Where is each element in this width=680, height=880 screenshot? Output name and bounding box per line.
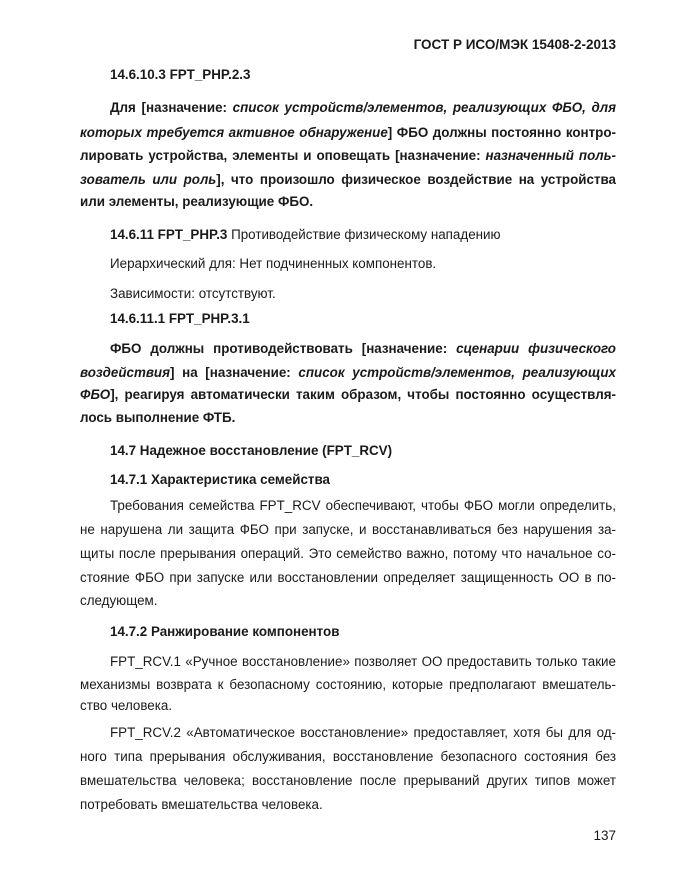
paragraph-line: которых требуется активное обнаружение] ФБО должны постоянно контро- xyxy=(80,125,616,140)
paragraph-line: следующем. xyxy=(80,593,158,608)
paragraph-line: воздействия] на [назначение: список устройств/элементов, реализующих xyxy=(80,365,616,380)
paragraph-line: Требования семейства FPT_RCV обеспечивают, чтобы ФБО могли определить, xyxy=(110,498,616,513)
paragraph-line: вмешательства человека; восстановление после прерываний других типов может xyxy=(80,773,616,788)
paragraph-line: не нарушена ли защита ФБО при запуске, и восстанавливаться без нарушения за- xyxy=(80,522,616,537)
section-heading-14-7: 14.7 Надежное восстановление (FPT_RCV) xyxy=(110,443,393,458)
paragraph-line: лировать устройства, элементы и оповещать [назначение: назначенный поль- xyxy=(80,148,616,163)
page-number: 137 xyxy=(593,828,616,843)
paragraph-line: зователь или роль], что произошло физическое воздействие на устройства xyxy=(80,172,616,187)
paragraph-line: механизмы возврата к безопасному состоянию, которые предполагают вмешатель- xyxy=(80,677,616,692)
paragraph-line: ФБО должны противодействовать [назначение: сценарии физического xyxy=(110,341,616,356)
section-heading-14-7-1: 14.7.1 Характеристика семейства xyxy=(110,472,330,487)
dependencies-line: Зависимости: отсутствуют. xyxy=(110,286,276,301)
paragraph-line: ного типа прерывания обслуживания, восстановление безопасного состояния без xyxy=(80,749,616,764)
paragraph-line: Для [назначение: список устройств/элементов, реализующих ФБО, для xyxy=(110,100,617,115)
paragraph-line: лось выполнение ФТБ. xyxy=(80,410,236,425)
paragraph-line: ФБО], реагируя автоматически таким образом, чтобы постоянно осуществля- xyxy=(80,387,616,402)
paragraph-line: или элементы, реализующие ФБО. xyxy=(80,194,314,209)
section-heading-14-6-11: 14.6.11 FPT_PHP.3 Противодействие физическому нападению xyxy=(110,227,501,242)
hierarchy-line: Иерархический для: Нет подчиненных компонентов. xyxy=(110,256,437,271)
paragraph-line: стояние ФБО при запуске или восстановлении определяет защищенность ОО в по- xyxy=(80,570,616,585)
section-heading-14-6-10-3: 14.6.10.3 FPT_PHP.2.3 xyxy=(110,67,251,82)
paragraph-line: FPT_RCV.1 «Ручное восстановление» позволяет ОО предоставить только такие xyxy=(110,654,616,669)
paragraph-line: ство человека. xyxy=(80,698,173,713)
paragraph-line: потребовать вмешательства человека. xyxy=(80,797,323,812)
section-heading-14-7-2: 14.7.2 Ранжирование компонентов xyxy=(110,624,340,639)
document-header: ГОСТ Р ИСО/МЭК 15408-2-2013 xyxy=(413,37,616,52)
section-heading-14-6-11-1: 14.6.11.1 FPT_PHP.3.1 xyxy=(110,311,250,326)
paragraph-line: FPT_RCV.2 «Автоматическое восстановление» предоставляет, хотя бы для од- xyxy=(110,725,616,740)
paragraph-line: щиты после прерывания операций. Это семейство важно, потому что начальное со- xyxy=(80,546,616,561)
